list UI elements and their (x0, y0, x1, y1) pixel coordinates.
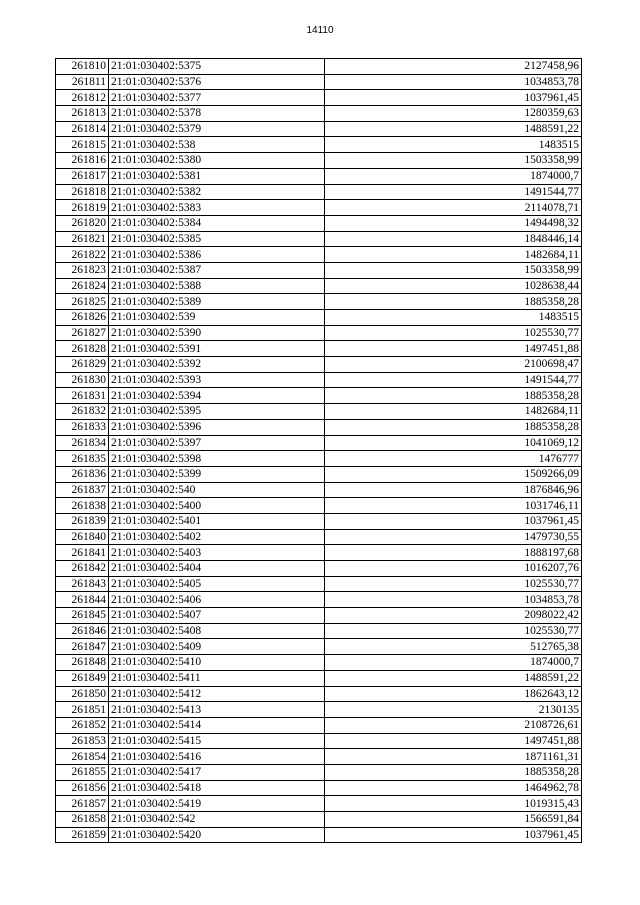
cadastral-number-cell: 21:01:030402:5410 (109, 655, 325, 671)
cadastral-value-cell: 1491544,77 (325, 184, 582, 200)
cadastral-number-cell: 21:01:030402:5395 (109, 404, 325, 420)
cadastral-number-cell: 21:01:030402:5396 (109, 419, 325, 435)
cadastral-number-cell: 21:01:030402:5385 (109, 231, 325, 247)
cadastral-value-cell: 1034853,78 (325, 592, 582, 608)
row-number-cell: 261830 (56, 372, 109, 388)
row-number-cell: 261824 (56, 278, 109, 294)
table-row (56, 466, 582, 482)
cadastral-value-cell: 2130135 (325, 702, 582, 718)
cadastral-value-cell: 1503358,99 (325, 262, 582, 278)
cadastral-number-cell: 21:01:030402:5402 (109, 529, 325, 545)
cadastral-number-cell: 21:01:030402:5416 (109, 749, 325, 765)
table-row (56, 576, 582, 592)
table-row (56, 121, 582, 137)
table-row (56, 608, 582, 624)
table-row (56, 168, 582, 184)
cadastral-value-cell: 1874000,7 (325, 655, 582, 671)
cadastral-number-cell: 21:01:030402:5408 (109, 623, 325, 639)
cadastral-value-table (55, 58, 582, 843)
cadastral-value-cell: 1483515 (325, 137, 582, 153)
cadastral-number-cell: 21:01:030402:5400 (109, 498, 325, 514)
row-number-cell: 261837 (56, 482, 109, 498)
row-number-cell: 261843 (56, 576, 109, 592)
row-number-cell: 261856 (56, 780, 109, 796)
row-number-cell: 261859 (56, 827, 109, 843)
row-number-cell: 261811 (56, 74, 109, 90)
cadastral-value-cell: 1041069,12 (325, 435, 582, 451)
table-row (56, 137, 582, 153)
table-row (56, 749, 582, 765)
table-row (56, 215, 582, 231)
cadastral-value-cell: 1031746,11 (325, 498, 582, 514)
cadastral-number-cell: 21:01:030402:5404 (109, 561, 325, 577)
cadastral-value-cell: 1037961,45 (325, 513, 582, 529)
row-number-cell: 261848 (56, 655, 109, 671)
cadastral-number-cell: 21:01:030402:5384 (109, 215, 325, 231)
table-row (56, 796, 582, 812)
row-number-cell: 261829 (56, 357, 109, 373)
row-number-cell: 261834 (56, 435, 109, 451)
table-row (56, 200, 582, 216)
table-row (56, 106, 582, 122)
cadastral-number-cell: 21:01:030402:5411 (109, 670, 325, 686)
row-number-cell: 261831 (56, 388, 109, 404)
row-number-cell: 261832 (56, 404, 109, 420)
cadastral-value-cell: 2098022,42 (325, 608, 582, 624)
row-number-cell: 261835 (56, 451, 109, 467)
cadastral-value-cell: 2127458,96 (325, 59, 582, 75)
table-row (56, 812, 582, 828)
cadastral-value-cell: 1025530,77 (325, 325, 582, 341)
table-row (56, 717, 582, 733)
table-row (56, 357, 582, 373)
table-row (56, 670, 582, 686)
cadastral-number-cell: 21:01:030402:5378 (109, 106, 325, 122)
cadastral-number-cell: 21:01:030402:5376 (109, 74, 325, 90)
cadastral-number-cell: 21:01:030402:540 (109, 482, 325, 498)
row-number-cell: 261819 (56, 200, 109, 216)
cadastral-value-cell: 1885358,28 (325, 419, 582, 435)
cadastral-value-cell: 1482684,11 (325, 404, 582, 420)
table-row (56, 827, 582, 843)
table-row (56, 513, 582, 529)
cadastral-number-cell: 21:01:030402:5399 (109, 466, 325, 482)
table-row (56, 655, 582, 671)
page-number: 14110 (306, 25, 334, 36)
cadastral-value-cell: 1862643,12 (325, 686, 582, 702)
row-number-cell: 261847 (56, 639, 109, 655)
cadastral-number-cell: 21:01:030402:5383 (109, 200, 325, 216)
table-row (56, 733, 582, 749)
row-number-cell: 261822 (56, 247, 109, 263)
cadastral-value-cell: 1491544,77 (325, 372, 582, 388)
cadastral-number-cell: 21:01:030402:5405 (109, 576, 325, 592)
cadastral-value-cell: 1280359,63 (325, 106, 582, 122)
table-row (56, 686, 582, 702)
cadastral-number-cell: 21:01:030402:5407 (109, 608, 325, 624)
table-row (56, 262, 582, 278)
row-number-cell: 261827 (56, 325, 109, 341)
cadastral-number-cell: 21:01:030402:5382 (109, 184, 325, 200)
cadastral-value-cell: 1025530,77 (325, 576, 582, 592)
table-row (56, 184, 582, 200)
cadastral-value-cell: 1503358,99 (325, 153, 582, 169)
table-row (56, 561, 582, 577)
cadastral-value-cell: 1476777 (325, 451, 582, 467)
row-number-cell: 261853 (56, 733, 109, 749)
cadastral-number-cell: 21:01:030402:5394 (109, 388, 325, 404)
cadastral-number-cell: 21:01:030402:5393 (109, 372, 325, 388)
table-row (56, 90, 582, 106)
cadastral-value-cell: 1479730,55 (325, 529, 582, 545)
cadastral-value-cell: 1885358,28 (325, 294, 582, 310)
row-number-cell: 261857 (56, 796, 109, 812)
cadastral-value-cell: 1566591,84 (325, 812, 582, 828)
table-row (56, 372, 582, 388)
row-number-cell: 261826 (56, 310, 109, 326)
cadastral-number-cell: 21:01:030402:5381 (109, 168, 325, 184)
row-number-cell: 261825 (56, 294, 109, 310)
cadastral-value-cell: 1482684,11 (325, 247, 582, 263)
cadastral-number-cell: 21:01:030402:5398 (109, 451, 325, 467)
table-row (56, 435, 582, 451)
cadastral-value-cell: 1037961,45 (325, 90, 582, 106)
cadastral-value-cell: 2100698,47 (325, 357, 582, 373)
row-number-cell: 261823 (56, 262, 109, 278)
row-number-cell: 261815 (56, 137, 109, 153)
row-number-cell: 261844 (56, 592, 109, 608)
table-row (56, 341, 582, 357)
cadastral-value-cell: 1497451,88 (325, 733, 582, 749)
cadastral-value-cell: 1876846,96 (325, 482, 582, 498)
row-number-cell: 261836 (56, 466, 109, 482)
row-number-cell: 261833 (56, 419, 109, 435)
cadastral-number-cell: 21:01:030402:5375 (109, 59, 325, 75)
cadastral-value-cell: 1848446,14 (325, 231, 582, 247)
cadastral-number-cell: 21:01:030402:539 (109, 310, 325, 326)
cadastral-value-cell: 2114078,71 (325, 200, 582, 216)
table-row (56, 529, 582, 545)
cadastral-value-cell: 1885358,28 (325, 764, 582, 780)
table-row (56, 294, 582, 310)
cadastral-number-cell: 21:01:030402:5387 (109, 262, 325, 278)
table-row (56, 592, 582, 608)
row-number-cell: 261849 (56, 670, 109, 686)
cadastral-value-cell: 1871161,31 (325, 749, 582, 765)
table-row (56, 231, 582, 247)
cadastral-value-cell: 1494498,32 (325, 215, 582, 231)
cadastral-number-cell: 21:01:030402:5415 (109, 733, 325, 749)
cadastral-value-cell: 1025530,77 (325, 623, 582, 639)
table-row (56, 388, 582, 404)
cadastral-value-cell: 1888197,68 (325, 545, 582, 561)
row-number-cell: 261842 (56, 561, 109, 577)
table-row (56, 764, 582, 780)
cadastral-number-cell: 21:01:030402:5413 (109, 702, 325, 718)
row-number-cell: 261828 (56, 341, 109, 357)
cadastral-number-cell: 21:01:030402:5418 (109, 780, 325, 796)
cadastral-number-cell: 21:01:030402:5412 (109, 686, 325, 702)
cadastral-number-cell: 21:01:030402:5377 (109, 90, 325, 106)
row-number-cell: 261846 (56, 623, 109, 639)
row-number-cell: 261813 (56, 106, 109, 122)
table-row (56, 498, 582, 514)
table-row (56, 404, 582, 420)
table-row (56, 247, 582, 263)
row-number-cell: 261810 (56, 59, 109, 75)
row-number-cell: 261816 (56, 153, 109, 169)
row-number-cell: 261852 (56, 717, 109, 733)
table-row (56, 153, 582, 169)
cadastral-value-cell: 1037961,45 (325, 827, 582, 843)
cadastral-value-cell: 1483515 (325, 310, 582, 326)
table-row (56, 74, 582, 90)
cadastral-value-cell: 512765,38 (325, 639, 582, 655)
cadastral-number-cell: 21:01:030402:5414 (109, 717, 325, 733)
table-row (56, 419, 582, 435)
table-row (56, 59, 582, 75)
cadastral-value-cell: 1464962,78 (325, 780, 582, 796)
table-row (56, 278, 582, 294)
row-number-cell: 261839 (56, 513, 109, 529)
row-number-cell: 261821 (56, 231, 109, 247)
cadastral-number-cell: 21:01:030402:5380 (109, 153, 325, 169)
table-row (56, 545, 582, 561)
row-number-cell: 261841 (56, 545, 109, 561)
row-number-cell: 261845 (56, 608, 109, 624)
cadastral-number-cell: 21:01:030402:5386 (109, 247, 325, 263)
cadastral-value-cell: 1488591,22 (325, 121, 582, 137)
cadastral-number-cell: 21:01:030402:5388 (109, 278, 325, 294)
cadastral-value-cell: 1488591,22 (325, 670, 582, 686)
cadastral-number-cell: 21:01:030402:542 (109, 812, 325, 828)
table-row (56, 639, 582, 655)
row-number-cell: 261820 (56, 215, 109, 231)
row-number-cell: 261840 (56, 529, 109, 545)
cadastral-number-cell: 21:01:030402:538 (109, 137, 325, 153)
table-row (56, 451, 582, 467)
cadastral-number-cell: 21:01:030402:5397 (109, 435, 325, 451)
row-number-cell: 261838 (56, 498, 109, 514)
cadastral-value-cell: 1497451,88 (325, 341, 582, 357)
table-row (56, 325, 582, 341)
row-number-cell: 261817 (56, 168, 109, 184)
cadastral-number-cell: 21:01:030402:5389 (109, 294, 325, 310)
cadastral-value-cell: 1028638,44 (325, 278, 582, 294)
cadastral-number-cell: 21:01:030402:5391 (109, 341, 325, 357)
cadastral-number-cell: 21:01:030402:5379 (109, 121, 325, 137)
cadastral-value-cell: 1509266,09 (325, 466, 582, 482)
cadastral-value-cell: 1016207,76 (325, 561, 582, 577)
row-number-cell: 261812 (56, 90, 109, 106)
cadastral-number-cell: 21:01:030402:5417 (109, 764, 325, 780)
cadastral-number-cell: 21:01:030402:5390 (109, 325, 325, 341)
row-number-cell: 261858 (56, 812, 109, 828)
cadastral-number-cell: 21:01:030402:5419 (109, 796, 325, 812)
cadastral-number-cell: 21:01:030402:5392 (109, 357, 325, 373)
cadastral-number-cell: 21:01:030402:5420 (109, 827, 325, 843)
cadastral-value-cell: 1885358,28 (325, 388, 582, 404)
cadastral-value-cell: 1874000,7 (325, 168, 582, 184)
cadastral-number-cell: 21:01:030402:5403 (109, 545, 325, 561)
row-number-cell: 261854 (56, 749, 109, 765)
row-number-cell: 261855 (56, 764, 109, 780)
table-row (56, 310, 582, 326)
cadastral-number-cell: 21:01:030402:5409 (109, 639, 325, 655)
row-number-cell: 261814 (56, 121, 109, 137)
row-number-cell: 261818 (56, 184, 109, 200)
cadastral-number-cell: 21:01:030402:5406 (109, 592, 325, 608)
cadastral-value-cell: 1034853,78 (325, 74, 582, 90)
table-row (56, 702, 582, 718)
cadastral-value-cell: 2108726,61 (325, 717, 582, 733)
table-row (56, 482, 582, 498)
cadastral-number-cell: 21:01:030402:5401 (109, 513, 325, 529)
row-number-cell: 261851 (56, 702, 109, 718)
row-number-cell: 261850 (56, 686, 109, 702)
table-row (56, 623, 582, 639)
table-row (56, 780, 582, 796)
table-body (56, 59, 582, 843)
cadastral-value-cell: 1019315,43 (325, 796, 582, 812)
